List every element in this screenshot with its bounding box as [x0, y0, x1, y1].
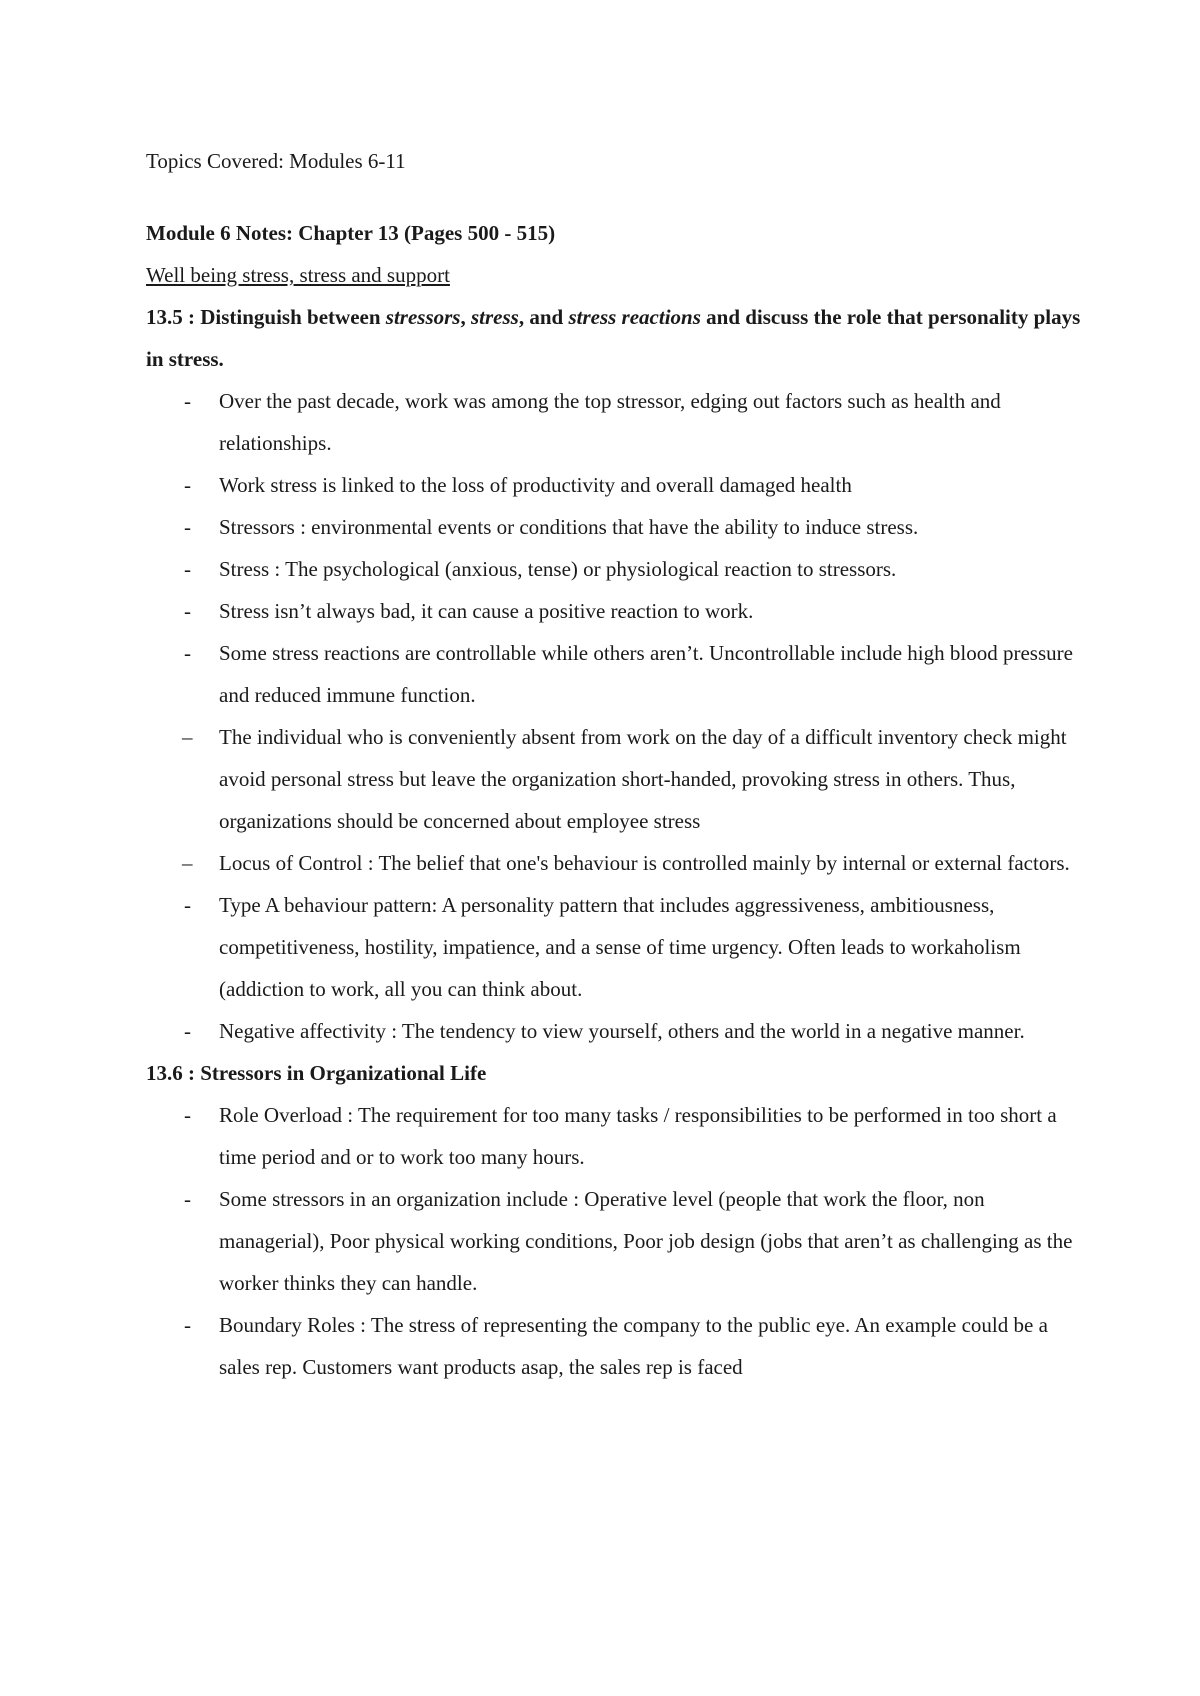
section-13-5-bullet-list	[146, 380, 1086, 1052]
bullet-text: Type A behaviour pattern: A personality pattern that includes aggressiveness, ambitiousness, competitiveness, hostility, impatience, and a sense of time urgency. Often leads to workaholism (addiction to work, all you can think about.	[219, 893, 1021, 1001]
list-item	[146, 590, 1086, 632]
bullet-dash: -	[184, 599, 191, 623]
list-item	[146, 632, 1086, 716]
bullet-dash: -	[184, 389, 191, 413]
bullet-text: Over the past decade, work was among the top stressor, edging out factors such as health and relationships.	[219, 389, 1001, 455]
bullet-dash: -	[184, 1019, 191, 1043]
bullet-text: Some stressors in an organization include : Operative level (people that work the floor, non managerial), Poor physical working conditions, Poor job design (jobs that aren’t as challenging as the worker thinks they can handle.	[219, 1187, 1073, 1295]
bullet-dash: –	[182, 851, 193, 875]
list-item	[146, 548, 1086, 590]
list-item	[146, 1010, 1086, 1052]
list-item	[146, 716, 1086, 842]
bullet-dash: -	[184, 641, 191, 665]
bullet-dash: -	[184, 1313, 191, 1337]
section-13-5-suffix: and discuss the role that personality plays in stress.	[146, 305, 1081, 371]
bullet-dash: -	[184, 893, 191, 917]
separator: ,	[460, 305, 471, 329]
bullet-text: Some stress reactions are controllable while others aren’t. Uncontrollable include high blood pressure and reduced immune function.	[219, 641, 1073, 707]
list-item	[146, 506, 1086, 548]
list-item	[146, 380, 1086, 464]
section-13-5-prefix: 13.5 : Distinguish between	[146, 305, 386, 329]
module-subheading: Well being stress, stress and support	[146, 263, 450, 287]
bullet-text: Role Overload : The requirement for too many tasks / responsibilities to be performed in too short a time period and or to work too many hours.	[219, 1103, 1057, 1169]
list-item	[146, 842, 1086, 884]
list-item	[146, 884, 1086, 1010]
list-item	[146, 1094, 1086, 1178]
section-13-6-heading: 13.6 : Stressors in Organizational Life	[146, 1061, 487, 1085]
term-stress: stress	[470, 305, 519, 329]
separator: , and	[518, 305, 569, 329]
term-stress-reactions: stress reactions	[568, 305, 701, 329]
topics-covered: Topics Covered: Modules 6-11	[146, 149, 406, 173]
section-13-6-bullet-list	[146, 1094, 1086, 1388]
module-heading: Module 6 Notes: Chapter 13 (Pages 500 - 515)	[146, 221, 556, 245]
bullet-dash: -	[184, 1103, 191, 1127]
bullet-text: Work stress is linked to the loss of productivity and overall damaged health	[219, 473, 852, 497]
bullet-text: The individual who is conveniently absent from work on the day of a difficult inventory check might avoid personal stress but leave the organization short-handed, provoking stress in others. Thus, organizations should be concerned about employee stress	[219, 725, 1067, 833]
bullet-text: Negative affectivity : The tendency to view yourself, others and the world in a negative manner.	[219, 1019, 1025, 1043]
list-item	[146, 464, 1086, 506]
bullet-text: Stress isn’t always bad, it can cause a positive reaction to work.	[219, 599, 754, 623]
list-item	[146, 1304, 1086, 1388]
document-body	[146, 140, 1086, 1388]
bullet-text: Locus of Control : The belief that one's behaviour is controlled mainly by internal or external factors.	[219, 851, 1070, 875]
bullet-dash: –	[182, 725, 193, 749]
list-item	[146, 1178, 1086, 1304]
bullet-dash: -	[184, 557, 191, 581]
bullet-text: Stressors : environmental events or conditions that have the ability to induce stress.	[219, 515, 919, 539]
bullet-dash: -	[184, 515, 191, 539]
bullet-dash: -	[184, 473, 191, 497]
bullet-text: Stress : The psychological (anxious, tense) or physiological reaction to stressors.	[219, 557, 897, 581]
bullet-dash: -	[184, 1187, 191, 1211]
bullet-text: Boundary Roles : The stress of representing the company to the public eye. An example could be a sales rep. Customers want products asap, the sales rep is faced	[219, 1313, 1048, 1379]
section-13-5-heading	[146, 296, 1086, 380]
term-stressors: stressors	[385, 305, 461, 329]
